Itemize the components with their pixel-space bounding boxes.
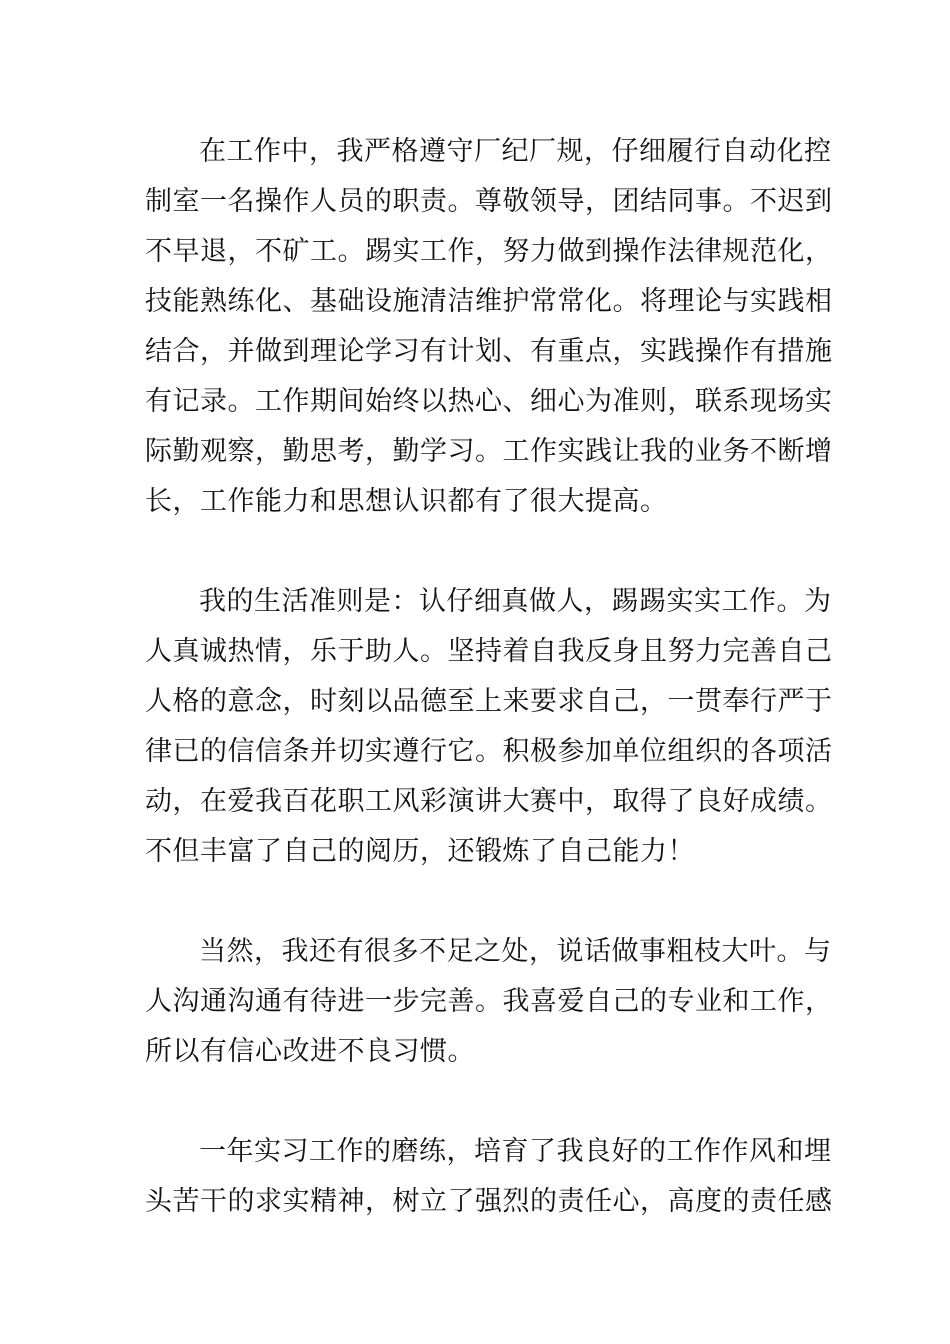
paragraph-line: 有记录。工作期间始终以热心、细心为准则，联系现场实 [145,386,833,417]
paragraph-line: 人格的意念，时刻以品德至上来要求自己，一贯奉行严于 [145,686,833,717]
paragraph-line: 不早退，不矿工。踢实工作，努力做到操作法律规范化， [145,236,833,267]
paragraph-line: 动，在爱我百花职工风彩演讲大赛中，取得了良好成绩。 [145,786,833,817]
paragraph-life [145,577,833,877]
paragraph-spacer [145,877,807,927]
paragraph-line: 头苦干的求实精神，树立了强烈的责任心，高度的责任感 [145,1186,833,1217]
paragraph-line: 一年实习工作的磨练，培育了我良好的工作作风和埋 [199,1136,832,1167]
paragraph-line: 制室一名操作人员的职责。尊敬领导，团结同事。不迟到 [145,186,833,217]
paragraph-shortcomings [145,927,833,1077]
paragraph-line: 在工作中，我严格遵守厂纪厂规，仔细履行自动化控 [199,136,832,167]
paragraph-line: 结合，并做到理论学习有计划、有重点，实践操作有措施 [145,336,833,367]
paragraph-summary [145,1127,833,1227]
paragraph-line: 际勤观察，勤思考，勤学习。工作实践让我的业务不断增 [145,436,833,467]
paragraph-spacer [145,1077,807,1127]
paragraph-line: 长，工作能力和思想认识都有了很大提高。 [145,486,668,517]
paragraph-line: 律已的信信条并切实遵行它。积极参加单位组织的各项活 [145,736,833,767]
paragraph-spacer [145,527,807,577]
paragraph-line: 人沟通沟通有待进一步完善。我喜爱自己的专业和工作， [145,986,833,1017]
paragraph-line: 所以有信心改进不良习惯。 [145,1036,475,1067]
paragraph-line: 当然，我还有很多不足之处，说话做事粗枝大叶。与 [199,936,832,967]
paragraph-line: 我的生活准则是：认仔细真做人，踢踢实实工作。为 [199,586,832,617]
paragraph-line: 技能熟练化、基础设施清洁维护常常化。将理论与实践相 [145,286,833,317]
paragraph-line: 人真诚热情，乐于助人。坚持着自我反身且努力完善自己 [145,636,833,667]
document-body [145,127,833,1227]
paragraph-work [145,127,833,527]
paragraph-line: 不但丰富了自己的阅历，还锻炼了自己能力！ [145,836,695,867]
